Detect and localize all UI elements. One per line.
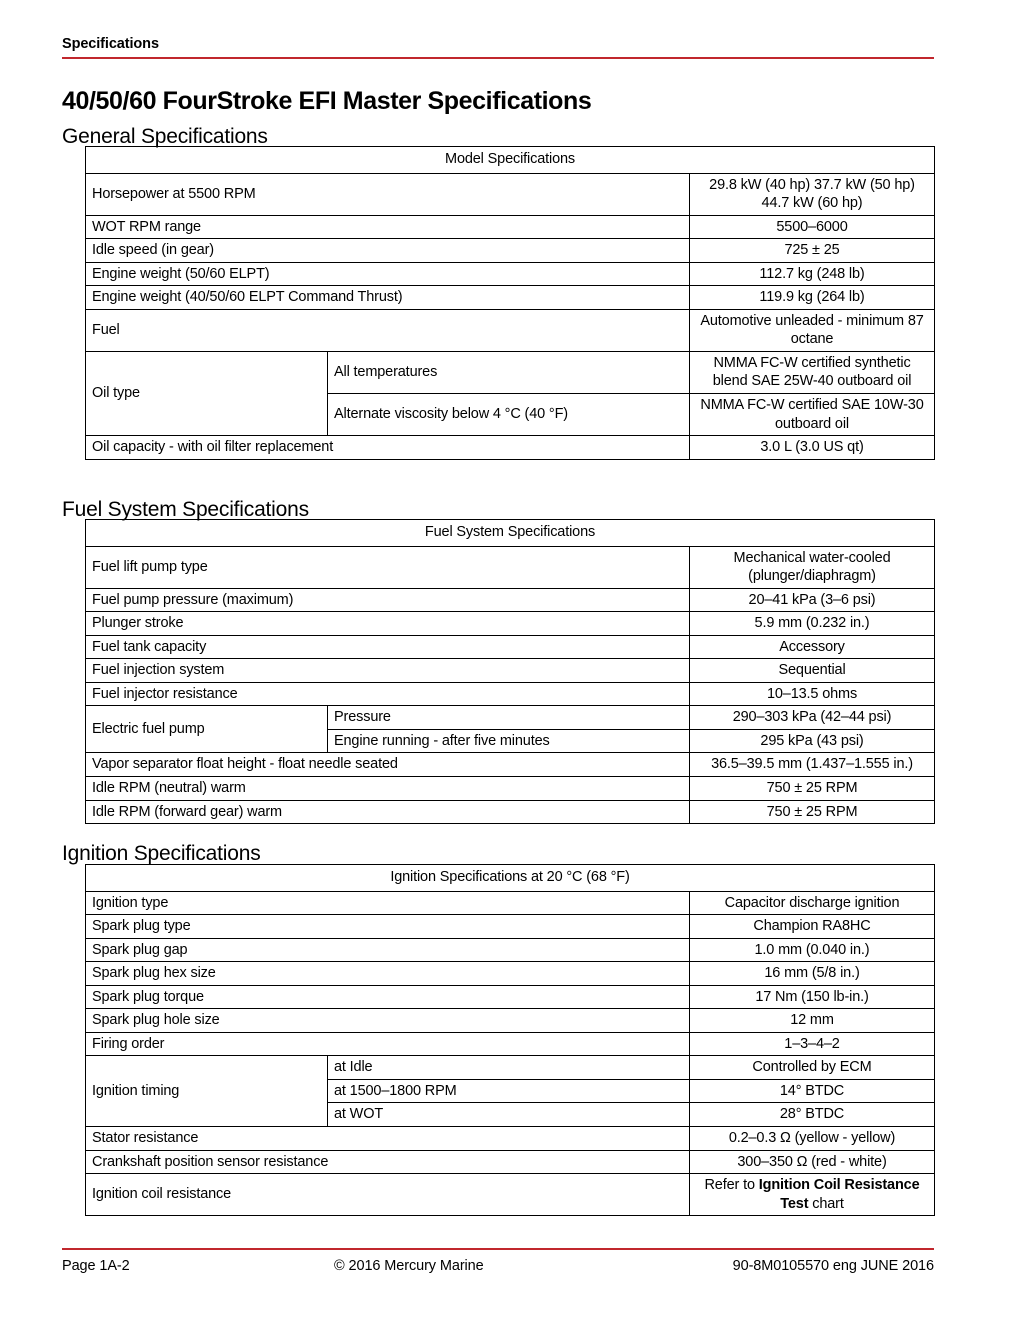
table-row <box>86 891 935 915</box>
row-label: Idle speed (in gear) <box>86 239 690 263</box>
row-sublabel: All temperatures <box>328 351 690 393</box>
row-sublabel: Pressure <box>328 706 690 730</box>
running-head: Specifications <box>62 36 159 52</box>
row-value: Capacitor discharge ignition <box>690 891 935 915</box>
row-value: 28° BTDC <box>690 1103 935 1127</box>
row-value: 290–303 kPa (42–44 psi) <box>690 706 935 730</box>
row-value: 36.5–39.5 mm (1.437–1.555 in.) <box>690 753 935 777</box>
row-label: Plunger stroke <box>86 612 690 636</box>
table-row <box>86 588 935 612</box>
table-row <box>86 1174 935 1216</box>
row-sublabel: Engine running - after five minutes <box>328 729 690 753</box>
row-value: 17 Nm (150 lb-in.) <box>690 985 935 1009</box>
table-row <box>86 682 935 706</box>
row-label: Idle RPM (forward gear) warm <box>86 800 690 824</box>
table-fuel-system-specifications <box>85 519 935 824</box>
table-header-row <box>86 865 935 892</box>
row-value: 16 mm (5/8 in.) <box>690 962 935 986</box>
row-value: 295 kPa (43 psi) <box>690 729 935 753</box>
table-header-row <box>86 520 935 547</box>
row-sublabel: at 1500–1800 RPM <box>328 1079 690 1103</box>
page-title: 40/50/60 FourStroke EFI Master Specifications <box>62 86 592 115</box>
table-row <box>86 753 935 777</box>
table-row <box>86 938 935 962</box>
row-label: Stator resistance <box>86 1127 690 1151</box>
table-title: Fuel System Specifications <box>86 520 935 547</box>
row-value: Mechanical water-cooled (plunger/diaphragm) <box>690 546 935 588</box>
table-row <box>86 1032 935 1056</box>
row-value: Refer to Ignition Coil Resistance Test chart <box>690 1174 935 1216</box>
row-value: Accessory <box>690 635 935 659</box>
table-row <box>86 239 935 263</box>
row-label: Spark plug hole size <box>86 1009 690 1033</box>
row-label: Engine weight (50/60 ELPT) <box>86 262 690 286</box>
row-value: 5.9 mm (0.232 in.) <box>690 612 935 636</box>
table-row <box>86 173 935 215</box>
row-value: 725 ± 25 <box>690 239 935 263</box>
row-label: Idle RPM (neutral) warm <box>86 777 690 801</box>
row-sublabel: at Idle <box>328 1056 690 1080</box>
table-row <box>86 262 935 286</box>
row-value: NMMA FC-W certified SAE 10W-30 outboard oil <box>690 394 935 436</box>
row-label: Fuel lift pump type <box>86 546 690 588</box>
page-footer <box>62 1258 934 1278</box>
table-row <box>86 612 935 636</box>
row-value: 14° BTDC <box>690 1079 935 1103</box>
row-value: 112.7 kg (248 lb) <box>690 262 935 286</box>
row-value: 5500–6000 <box>690 215 935 239</box>
table-row <box>86 286 935 310</box>
footer-page-number: Page 1A-2 <box>62 1258 130 1274</box>
table-title: Model Specifications <box>86 147 935 174</box>
table-row <box>86 1056 935 1080</box>
row-label: Crankshaft position sensor resistance <box>86 1150 690 1174</box>
row-value: Champion RA8HC <box>690 915 935 939</box>
row-sublabel: at WOT <box>328 1103 690 1127</box>
row-label: Oil capacity - with oil filter replacement <box>86 436 690 460</box>
row-label: Spark plug gap <box>86 938 690 962</box>
row-value: 20–41 kPa (3–6 psi) <box>690 588 935 612</box>
row-label: Fuel injector resistance <box>86 682 690 706</box>
table-row <box>86 436 935 460</box>
row-label: WOT RPM range <box>86 215 690 239</box>
section-heading-general-specifications: General Specifications <box>62 125 268 149</box>
row-sublabel: Alternate viscosity below 4 °C (40 °F) <box>328 394 690 436</box>
row-label: Fuel <box>86 309 690 351</box>
row-value: 1.0 mm (0.040 in.) <box>690 938 935 962</box>
table-row <box>86 1127 935 1151</box>
row-value: Automotive unleaded - minimum 87 octane <box>690 309 935 351</box>
table-header-row <box>86 147 935 174</box>
table-row <box>86 546 935 588</box>
row-value: 119.9 kg (264 lb) <box>690 286 935 310</box>
row-value: Sequential <box>690 659 935 683</box>
row-value: 750 ± 25 RPM <box>690 800 935 824</box>
row-label: Oil type <box>86 351 328 435</box>
row-label: Firing order <box>86 1032 690 1056</box>
row-value: 750 ± 25 RPM <box>690 777 935 801</box>
row-label: Engine weight (40/50/60 ELPT Command Thrust) <box>86 286 690 310</box>
table-row <box>86 351 935 393</box>
row-value: 3.0 L (3.0 US qt) <box>690 436 935 460</box>
footer-copyright: © 2016 Mercury Marine <box>334 1258 484 1274</box>
row-value: Controlled by ECM <box>690 1056 935 1080</box>
row-value: 300–350 Ω (red - white) <box>690 1150 935 1174</box>
section-heading-ignition-specifications: Ignition Specifications <box>62 842 261 866</box>
footer-part-number: 90-8M0105570 eng JUNE 2016 <box>732 1258 934 1274</box>
section-heading-fuel-system-specifications: Fuel System Specifications <box>62 498 309 522</box>
table-title: Ignition Specifications at 20 °C (68 °F) <box>86 865 935 892</box>
row-label: Spark plug type <box>86 915 690 939</box>
table-row <box>86 777 935 801</box>
table-row <box>86 1150 935 1174</box>
row-value: 12 mm <box>690 1009 935 1033</box>
row-label: Spark plug hex size <box>86 962 690 986</box>
row-label: Fuel pump pressure (maximum) <box>86 588 690 612</box>
row-value: 10–13.5 ohms <box>690 682 935 706</box>
footer-rule <box>62 1248 934 1250</box>
row-label: Horsepower at 5500 RPM <box>86 173 690 215</box>
row-value: NMMA FC-W certified synthetic blend SAE 25W-40 outboard oil <box>690 351 935 393</box>
row-label: Fuel tank capacity <box>86 635 690 659</box>
row-label: Ignition coil resistance <box>86 1174 690 1216</box>
row-label: Spark plug torque <box>86 985 690 1009</box>
row-label: Vapor separator float height - float needle seated <box>86 753 690 777</box>
table-row <box>86 985 935 1009</box>
table-row <box>86 962 935 986</box>
row-label: Fuel injection system <box>86 659 690 683</box>
row-label: Ignition timing <box>86 1056 328 1127</box>
row-label: Electric fuel pump <box>86 706 328 753</box>
table-row <box>86 915 935 939</box>
table-row <box>86 309 935 351</box>
table-row <box>86 659 935 683</box>
row-value: 0.2–0.3 Ω (yellow - yellow) <box>690 1127 935 1151</box>
table-row <box>86 1009 935 1033</box>
header-rule <box>62 57 934 59</box>
row-label: Ignition type <box>86 891 690 915</box>
table-row <box>86 706 935 730</box>
table-model-specifications <box>85 146 935 460</box>
table-row <box>86 800 935 824</box>
table-row <box>86 635 935 659</box>
table-ignition-specifications <box>85 864 935 1216</box>
row-value: 29.8 kW (40 hp) 37.7 kW (50 hp) 44.7 kW (60 hp) <box>690 173 935 215</box>
row-value: 1–3–4–2 <box>690 1032 935 1056</box>
table-row <box>86 215 935 239</box>
